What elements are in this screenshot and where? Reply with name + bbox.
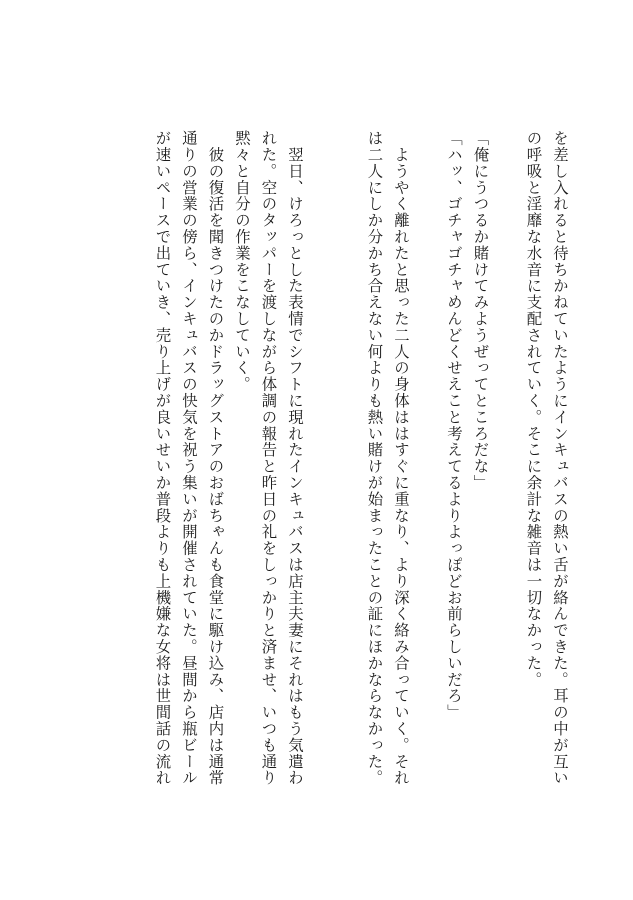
- text-line-7: 黙々と自分の作業をこなしていく。: [233, 130, 251, 393]
- text-line-9: 通りの営業の傍ら、インキュバスの快気を祝う集いが開催されていた。昼間から瓶ビール: [180, 130, 198, 786]
- blank-line: [308, 130, 335, 790]
- text-line-3: ようやく離れたと思った二人の身体ははすぐに重なり、より深く絡み合っていく。それ: [392, 130, 410, 786]
- text-line-8: 彼の復活を聞きつけたのかドラッグストアのおばちゃんも食堂に駆け込み、店内は通常: [206, 130, 225, 786]
- blank-line: [494, 130, 521, 790]
- dialogue-line-2: 「ハッ、ゴチャゴチャめんどくせえこと考えてるよりよっぽどお前らしいだろ」: [445, 130, 463, 721]
- dialogue-line-1: 「俺にうつるか賭けてみようぜってところだな」: [471, 130, 490, 491]
- text-line-4: は二人にしか分かち合えない何よりも熱い賭けが始まったことの証にほかならなかった。: [365, 130, 384, 786]
- text-line-10: が速いペースで出ていき、売り上げが良いせいか普段よりも上機嫌な女将は世間話の流れ: [153, 130, 172, 786]
- text-line-2: の呼吸と淫靡な水音に支配されていく。そこに余計な雑音は一切なかった。: [524, 130, 543, 688]
- blank-line: [414, 130, 441, 790]
- vertical-text-block: [149, 130, 573, 790]
- blank-line: [335, 130, 362, 790]
- text-line-6: れた。空のタッパーを渡しながら体調の報告と昨日の礼をしっかりと済ませ、いつも通り: [259, 130, 278, 786]
- text-line-1: を差し入れると待ちかねていたようにインキュバスの熱い舌が絡んできた。耳の中が互い: [551, 130, 569, 786]
- text-line-5: 翌日、けろっとした表情でシフトに現れたインキュバスは店主夫妻にそれはもう気遣わ: [286, 130, 304, 786]
